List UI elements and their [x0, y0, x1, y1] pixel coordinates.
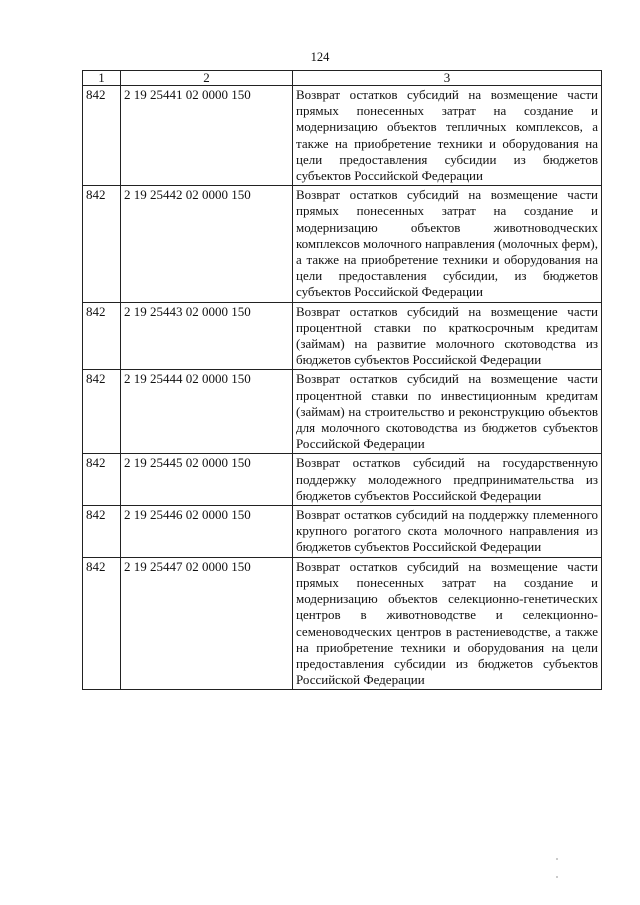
admin-code-cell: 842 [83, 454, 121, 506]
header-col-2: 2 [121, 71, 293, 86]
admin-code-cell: 842 [83, 186, 121, 302]
scan-artifact-dot [556, 858, 558, 860]
table-row [83, 454, 602, 506]
admin-code-cell: 842 [83, 370, 121, 454]
table-row [83, 302, 602, 370]
table-row [83, 370, 602, 454]
budget-code-cell: 2 19 25446 02 0000 150 [121, 506, 293, 558]
admin-code-cell: 842 [83, 302, 121, 370]
budget-code-cell: 2 19 25447 02 0000 150 [121, 557, 293, 690]
table-row [83, 86, 602, 186]
admin-code-cell: 842 [83, 506, 121, 558]
description-cell: Возврат остатков субсидий на возмещение части прямых понесенных затрат на создание и модернизацию объектов селекционно-генетических центров в животноводстве и селекционно-семеноводческих центров в растениеводстве, а также на приобретение техники и оборудования на цели предоставления субсидии из бюджетов субъектов Российской Федерации [293, 557, 602, 690]
budget-code-cell: 2 19 25445 02 0000 150 [121, 454, 293, 506]
description-cell: Возврат остатков субсидий на государственную поддержку молодежного предпринимательства из бюджетов субъектов Российской Федерации [293, 454, 602, 506]
table-row [83, 186, 602, 302]
description-cell: Возврат остатков субсидий на возмещение части процентной ставки по краткосрочным кредитам (займам) на развитие молочного скотоводства из бюджетов субъектов Российской Федерации [293, 302, 602, 370]
budget-code-cell: 2 19 25444 02 0000 150 [121, 370, 293, 454]
budget-code-cell: 2 19 25442 02 0000 150 [121, 186, 293, 302]
admin-code-cell: 842 [83, 557, 121, 690]
page-number: 124 [310, 50, 330, 64]
budget-code-cell: 2 19 25441 02 0000 150 [121, 86, 293, 186]
description-cell: Возврат остатков субсидий на поддержку племенного крупного рогатого скота молочного направления из бюджетов субъектов Российской Федерации [293, 506, 602, 558]
description-cell: Возврат остатков субсидий на возмещение части прямых понесенных затрат на создание и модернизацию объектов животноводческих комплексов молочного направления (молочных ферм), а также на приобретение техники и оборудования на цели предоставления субсидии, из бюджетов субъектов Российской Федерации [293, 186, 602, 302]
header-col-3: 3 [293, 71, 602, 86]
description-cell: Возврат остатков субсидий на возмещение части процентной ставки по инвестиционным кредитам (займам) на строительство и реконструкцию объектов для молочного скотоводства из бюджетов субъектов Российской Федерации [293, 370, 602, 454]
scan-artifact-dot [556, 876, 558, 878]
table-row [83, 557, 602, 690]
budget-code-table [82, 70, 602, 690]
budget-code-cell: 2 19 25443 02 0000 150 [121, 302, 293, 370]
table-header-row [83, 71, 602, 86]
description-cell: Возврат остатков субсидий на возмещение части прямых понесенных затрат на создание и модернизацию объектов тепличных комплексов, а также на приобретение техники и оборудования на цели предоставления субсидии из бюджетов субъектов Российской Федерации [293, 86, 602, 186]
table-row [83, 506, 602, 558]
admin-code-cell: 842 [83, 86, 121, 186]
header-col-1: 1 [83, 71, 121, 86]
